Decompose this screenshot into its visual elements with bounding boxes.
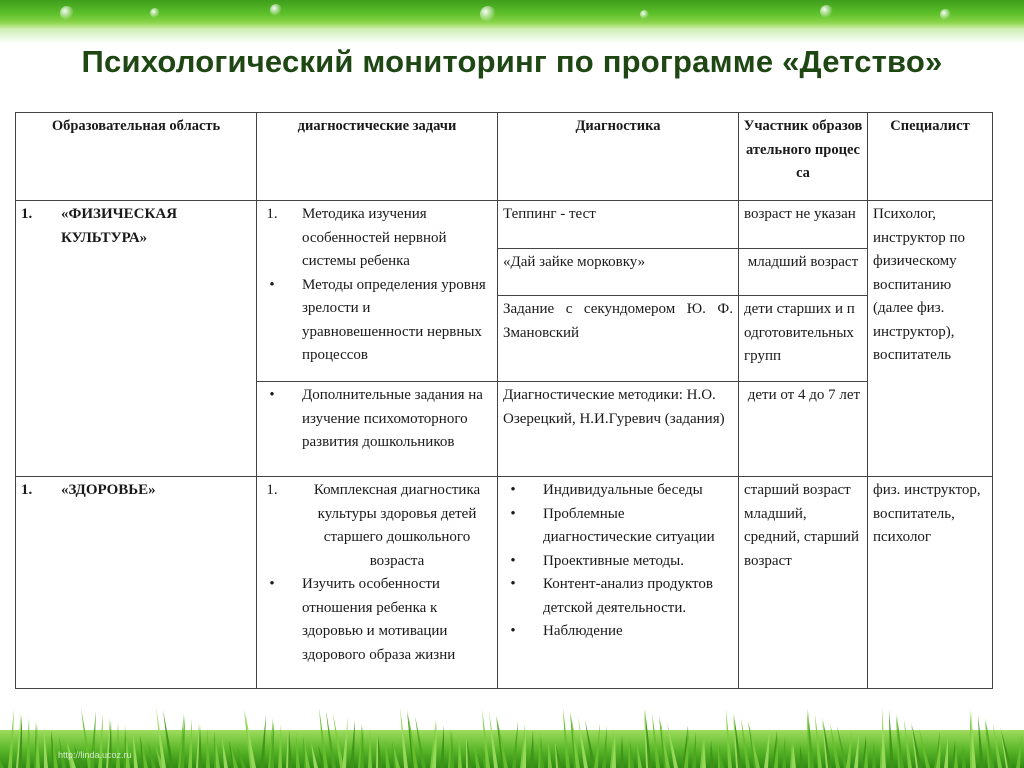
diag-item: • Контент-анализ продуктов детской деятельности. (510, 576, 713, 616)
task-item: • Дополнительные задания на изучение психомоторного развития дошкольников (269, 387, 483, 450)
task-item: 1. Методика изучения особенностей нервной системы ребенка (266, 206, 447, 269)
header-tasks: диагностические задачи (256, 112, 498, 201)
specialist-physical: Психолог, инструктор по физическому воспитанию (далее физ. инструктор), воспитатель (867, 200, 993, 477)
participant-methods: дети от 4 до 7 лет (738, 381, 868, 477)
monitoring-table (15, 112, 993, 689)
header-area: Образовательная область (15, 112, 257, 201)
row-number: 1. (21, 482, 33, 498)
row-number: 1. (21, 206, 33, 222)
participant-health: старший возраст младший, средний, старший возраст (738, 476, 868, 689)
tasks-health (256, 476, 498, 689)
area-name: «ФИЗИЧЕСКАЯ КУЛЬТУРА» (61, 206, 178, 246)
header-diagnostics: Диагностика (497, 112, 739, 201)
diag-item: • Проблемные диагностические ситуации (510, 505, 715, 545)
footer-url: http://linda.ucoz.ru (58, 750, 132, 760)
diag-item: • Проективные методы. (510, 552, 684, 569)
header-specialist: Специалист (867, 112, 993, 201)
area-physical (15, 200, 257, 477)
specialist-health: физ. инструктор, воспитатель, психолог (867, 476, 993, 689)
diag-item: • Индивидуальные беседы (510, 482, 703, 498)
area-name: «ЗДОРОВЬЕ» (61, 482, 156, 498)
diag-tapping: Теппинг - тест (497, 200, 739, 249)
participant-stopwatch: дети старших и подготовительных групп (738, 295, 868, 382)
diag-methods: Диагностические методики: Н.О. Озерецкий, Н.И.Гуревич (задания) (497, 381, 739, 477)
bottom-grass (0, 690, 1024, 768)
page-title: Психологический мониторинг по программе «Детство» (81, 44, 943, 79)
task-item: • Изучить особенности отношения ребенка к здоровью и мотивации здорового образа жизни (269, 576, 456, 663)
diag-stopwatch: Задание с секундомером Ю. Ф. Змановский (497, 295, 739, 382)
tasks-physical-main (256, 200, 498, 382)
task-item: 1. Комплексная диагностика культуры здоровья детей старшего дошкольного возраста (266, 482, 481, 569)
area-health (15, 476, 257, 689)
top-grass-banner (0, 0, 1024, 30)
diag-item: • Наблюдение (510, 623, 623, 639)
header-participant: Участник образовательного процесса (738, 112, 868, 201)
tasks-physical-extra (256, 381, 498, 477)
task-item: • Методы определения уровня зрелости и уравновешенности нервных процессов (269, 276, 486, 363)
participant-tapping: возраст не указан (738, 200, 868, 249)
diag-health (497, 476, 739, 689)
top-fade (0, 30, 1024, 44)
diag-carrot: «Дай зайке морковку» (497, 248, 739, 296)
participant-carrot: младший возраст (738, 248, 868, 296)
